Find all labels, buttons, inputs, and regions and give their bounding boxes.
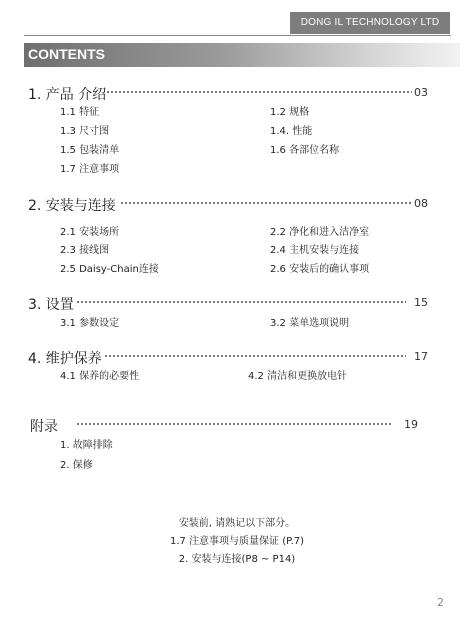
toc-item[interactable]: 2.4 主机安装与连接: [270, 245, 360, 256]
section-title[interactable]: 4. 维护保养: [28, 351, 102, 367]
section-title[interactable]: 3. 设置: [28, 297, 74, 313]
company-name: DONG IL TECHNOLOGY LTD: [300, 17, 440, 28]
contents-banner: [24, 43, 460, 67]
toc-section-1[interactable]: [28, 84, 430, 102]
toc-item[interactable]: 2.5 Daisy-Chain连接: [60, 264, 159, 275]
section-title[interactable]: 1. 产品 介绍: [28, 87, 107, 103]
notice-line-1: 1.7 注意事项与质量保证 (P.7): [169, 536, 305, 547]
toc-item[interactable]: 2.1 安装场所: [60, 227, 120, 238]
toc-section-4[interactable]: [28, 348, 430, 366]
toc-item[interactable]: 1.1 特征: [60, 107, 100, 118]
dot-leader: [106, 91, 412, 93]
toc-item[interactable]: 1.2 规格: [270, 107, 310, 118]
section-page: 03: [414, 86, 428, 99]
toc-item[interactable]: 1.5 包装清单: [60, 145, 120, 156]
toc-item[interactable]: 4.1 保养的必要性: [60, 371, 140, 382]
section-page: 15: [414, 296, 428, 309]
section-page: 08: [414, 197, 428, 210]
company-header: [290, 12, 450, 34]
dot-leader: [76, 423, 392, 425]
toc-item[interactable]: 2. 保修: [60, 460, 93, 471]
section-title[interactable]: 附录: [30, 419, 58, 435]
toc-section-2[interactable]: [28, 195, 430, 213]
toc-item[interactable]: 3.2 菜单选项说明: [270, 318, 350, 329]
section-title[interactable]: 2. 安装与连接: [28, 198, 116, 214]
header-divider: [24, 35, 451, 36]
toc-item[interactable]: 2.3 接线图: [60, 245, 110, 256]
toc-item[interactable]: 2.6 安装后的确认事项: [270, 264, 370, 275]
dot-leader: [120, 202, 412, 204]
page-number: 2: [437, 596, 444, 609]
toc-section-3[interactable]: [28, 294, 430, 312]
dot-leader: [104, 355, 406, 357]
notice-line-2: 2. 安装与连接(P8 ~ P14): [178, 554, 296, 565]
toc-item[interactable]: 1. 故障排除: [60, 440, 113, 451]
toc-item[interactable]: 1.3 尺寸图: [60, 126, 110, 137]
contents-title: CONTENTS: [28, 46, 105, 62]
notice-heading: 安装前, 请熟记以下部分。: [178, 518, 296, 529]
toc-item[interactable]: 3.1 参数设定: [60, 318, 120, 329]
section-page: 19: [404, 418, 418, 431]
toc-item[interactable]: 2.2 净化和进入洁净室: [270, 227, 370, 238]
toc-section-appendix[interactable]: [30, 416, 422, 434]
dot-leader: [76, 301, 406, 303]
toc-item[interactable]: 4.2 清洁和更换放电针: [248, 371, 348, 382]
toc-item[interactable]: 1.4. 性能: [270, 126, 313, 137]
section-page: 17: [414, 350, 428, 363]
toc-item[interactable]: 1.6 各部位名称: [270, 145, 340, 156]
toc-item[interactable]: 1.7 注意事项: [60, 164, 120, 175]
